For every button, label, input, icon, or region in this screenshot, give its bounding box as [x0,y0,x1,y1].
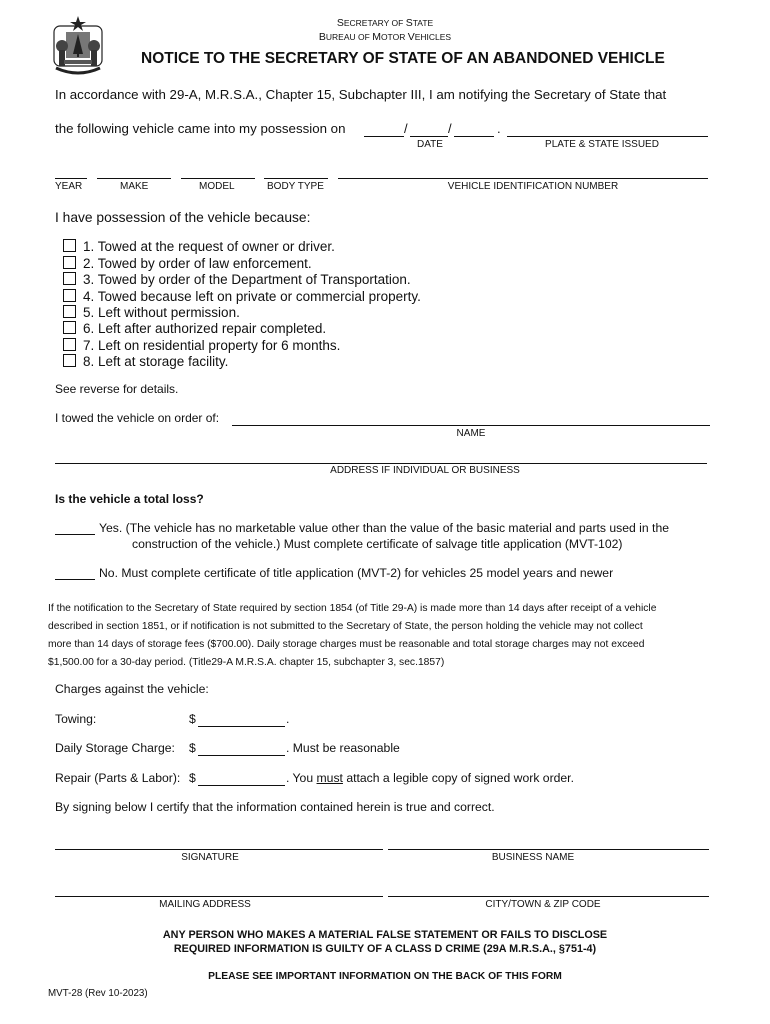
agency-letter: S [336,17,344,29]
reason-option[interactable] [63,338,340,353]
back-of-form-notice: PLEASE SEE IMPORTANT INFORMATION ON THE BACK OF THIS FORM [208,971,562,982]
reason-label: 8. Left at storage facility. [83,354,229,369]
repair-note-emphasis: must [316,771,343,785]
city-zip-label: CITY/TOWN & ZIP CODE [485,899,601,910]
repair-note-text: attach a legible copy of signed work order. [342,771,574,785]
date-slash: / [404,121,408,136]
vin-field[interactable] [338,178,708,179]
mailing-address-label: MAILING ADDRESS [159,899,251,910]
model-label: MODEL [199,181,235,192]
reason-option[interactable] [63,354,228,369]
bureau-letter: M [372,31,381,43]
towed-name-field[interactable] [232,425,710,426]
repair-note-text: . You [286,771,317,785]
year-field[interactable] [55,178,87,179]
date-period: . [497,121,501,136]
towing-label: Towing: [55,712,97,726]
form-id: MVT-28 (Rev 10-2023) [48,988,148,999]
total-loss-yes-text-2: construction of the vehicle.) Must complete certificate of salvage title application (MVT-102) [132,537,623,551]
business-name-label: BUSINESS NAME [491,852,575,863]
storage-label: Daily Storage Charge: [55,741,175,755]
warning-line-2: REQUIRED INFORMATION IS GUILTY OF A CLASS D CRIME (29A M.R.S.A., §751-4) [173,943,597,955]
storage-amount-field[interactable] [198,755,285,756]
total-loss-no-text: No. Must complete certificate of title application (MVT-2) for vehicles 25 model years and newer [99,566,614,580]
bureau-name [0,31,770,43]
total-loss-yes-text: Yes. (The vehicle has no marketable value other than the value of the basic material and parts used in the [99,521,669,535]
checkbox[interactable] [63,321,76,334]
body-type-label: BODY TYPE [267,181,324,192]
total-loss-question: Is the vehicle a total loss? [55,492,204,506]
intro-line-2: the following vehicle came into my possession on [55,121,346,136]
reason-label: 7. Left on residential property for 6 months. [83,338,341,353]
name-label: NAME [456,428,486,439]
date-slash: / [448,121,452,136]
see-reverse-note: See reverse for details. [55,382,179,396]
form-title: NOTICE TO THE SECRETARY OF STATE OF AN ABANDONED VEHICLE [141,50,665,67]
notice-line: more than 14 days of storage fees ($700.00). Daily storage charges must be reasonable and total storage charges may not exceed [48,639,645,650]
bureau-text: UREAU OF [325,32,373,42]
vin-label: VEHICLE IDENTIFICATION NUMBER [447,181,619,192]
total-loss-yes-field[interactable] [55,534,95,535]
warning-line-1: ANY PERSON WHO MAKES A MATERIAL FALSE STATEMENT OR FAILS TO DISCLOSE [162,929,608,941]
agency-text: TATE [412,18,434,28]
make-field[interactable] [97,178,171,179]
checkbox[interactable] [63,354,76,367]
checkbox[interactable] [63,289,76,302]
bureau-letter: B [318,31,326,43]
repair-note [286,771,574,785]
towing-dollar: $ [189,712,196,726]
checkbox[interactable] [63,239,76,252]
signature-field[interactable] [55,849,383,850]
reason-label: 4. Towed because left on private or commercial property. [83,289,421,304]
notice-paragraph [48,600,738,672]
reason-label: 2. Towed by order of law enforcement. [83,256,312,271]
reason-label: 3. Towed by order of the Department of Transportation. [83,272,411,287]
total-loss-no-field[interactable] [55,579,95,580]
charges-heading: Charges against the vehicle: [55,682,209,696]
storage-dollar: $ [189,741,196,755]
year-label: YEAR [55,181,83,192]
reason-label: 5. Left without permission. [83,305,240,320]
repair-dollar: $ [189,771,196,785]
bureau-letter: V [407,31,415,43]
plate-state-label: PLATE & STATE ISSUED [545,139,659,150]
signature-label: SIGNATURE [181,852,239,863]
reasons-heading: I have possession of the vehicle because: [55,210,311,225]
bureau-text: EHICLES [414,32,452,42]
address-label: ADDRESS IF INDIVIDUAL OR BUSINESS [330,465,520,476]
make-label: MAKE [120,181,149,192]
checkbox[interactable] [63,338,76,351]
agency-letter: S [405,17,413,29]
reason-option[interactable] [63,305,240,320]
reason-option[interactable] [63,289,421,304]
plate-state-field[interactable] [507,136,708,137]
reason-label: 1. Towed at the request of owner or driver. [83,239,335,254]
notice-line: $1,500.00 for a 30-day period. (Title29-A M.R.S.A. chapter 15, subchapter 3, sec.1857) [48,657,445,668]
reason-option[interactable] [63,256,312,271]
date-day-field[interactable] [410,136,448,137]
agency-text: ECRETARY OF [343,18,406,28]
checkbox[interactable] [63,272,76,285]
repair-label: Repair (Parts & Labor): [55,771,181,785]
agency-name [0,17,770,29]
checkbox[interactable] [63,256,76,269]
model-field[interactable] [181,178,255,179]
reason-option[interactable] [63,321,326,336]
reason-label: 6. Left after authorized repair completed. [83,321,327,336]
reason-option[interactable] [63,239,335,254]
city-zip-field[interactable] [388,896,709,897]
storage-note: . Must be reasonable [286,741,400,755]
body-type-field[interactable] [264,178,328,179]
notice-line: If the notification to the Secretary of State required by section 1854 (of Title 29-A) is made more than 14 days after receipt of a vehicle [48,603,657,614]
date-year-field[interactable] [454,136,494,137]
towed-order-label: I towed the vehicle on order of: [55,411,220,425]
reason-option[interactable] [63,272,411,287]
towing-amount-field[interactable] [198,726,285,727]
checkbox[interactable] [63,305,76,318]
certify-statement: By signing below I certify that the information contained herein is true and correct. [55,800,495,814]
notice-line: described in section 1851, or if notification is not submitted to the Secretary of State, the person holding the vehicle may not collect [48,621,643,632]
business-name-field[interactable] [388,849,709,850]
date-label: DATE [417,139,443,150]
repair-amount-field[interactable] [198,785,285,786]
address-field[interactable] [55,463,707,464]
towing-period: . [286,712,290,726]
mailing-address-field[interactable] [55,896,383,897]
date-month-field[interactable] [364,136,404,137]
intro-line-1: In accordance with 29-A, M.R.S.A., Chapter 15, Subchapter III, I am notifying the Secretary of State that [55,87,667,102]
bureau-text: OTOR [380,32,408,42]
